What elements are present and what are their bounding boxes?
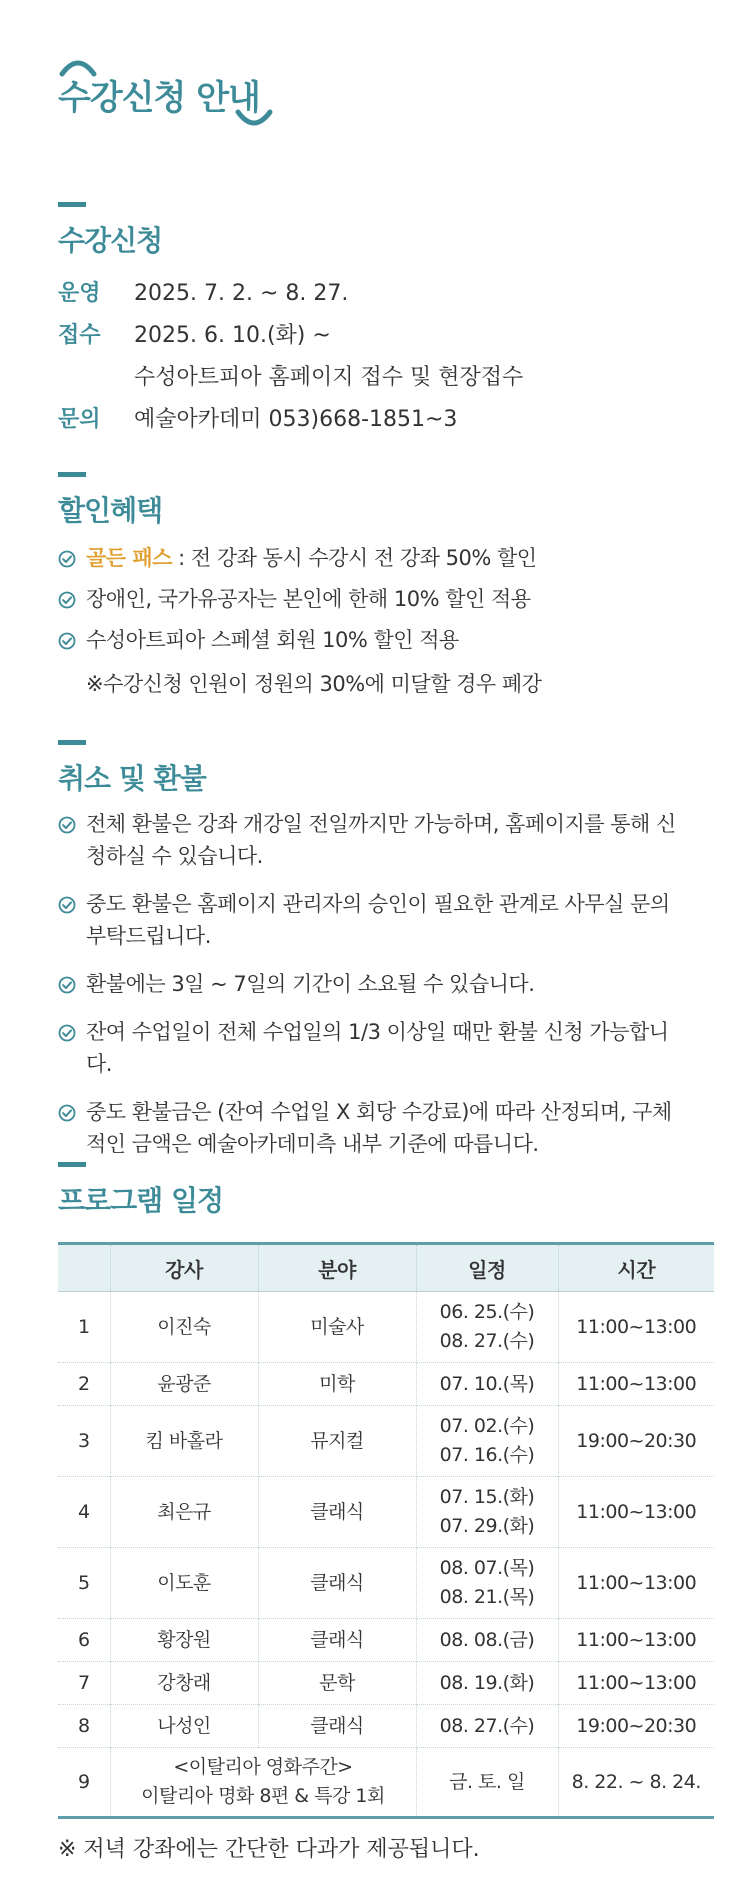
discount-item-text: 장애인, 국가유공자는 본인에 한해 10% 할인 적용 bbox=[86, 587, 531, 611]
schedule-table bbox=[58, 1242, 714, 1819]
discount-item bbox=[58, 583, 718, 615]
refund-item bbox=[58, 1096, 678, 1160]
column-header-field: 분야 bbox=[258, 1244, 416, 1292]
column-header-number bbox=[58, 1244, 110, 1292]
cell-number: 1 bbox=[58, 1292, 110, 1363]
section-bar bbox=[58, 740, 86, 745]
page-title bbox=[58, 52, 278, 132]
section-bar bbox=[58, 472, 86, 477]
cell-time: 8. 22. ~ 8. 24. bbox=[558, 1748, 714, 1818]
golden-pass-label: 골든 패스 bbox=[86, 546, 172, 570]
cell-time: 11:00~13:00 bbox=[558, 1619, 714, 1662]
check-circle-icon bbox=[58, 591, 76, 609]
table-row bbox=[58, 1748, 714, 1818]
cell-date: 07. 10.(목) bbox=[416, 1363, 558, 1406]
cell-date: 08. 07.(목) 08. 21.(목) bbox=[416, 1548, 558, 1619]
cell-date: 06. 25.(수) 08. 27.(수) bbox=[416, 1292, 558, 1363]
cell-time: 11:00~13:00 bbox=[558, 1548, 714, 1619]
cell-time: 11:00~13:00 bbox=[558, 1662, 714, 1705]
cell-date: 금. 토. 일 bbox=[416, 1748, 558, 1818]
section-bar bbox=[58, 202, 86, 207]
reception-label: 접수 bbox=[58, 323, 101, 348]
cell-field: 클래식 bbox=[258, 1619, 416, 1662]
cell-number: 9 bbox=[58, 1748, 110, 1818]
cell-number: 2 bbox=[58, 1363, 110, 1406]
cell-number: 3 bbox=[58, 1406, 110, 1477]
refund-section-header bbox=[58, 740, 206, 797]
cell-field: 클래식 bbox=[258, 1548, 416, 1619]
operation-label: 운영 bbox=[58, 281, 101, 306]
discount-heading: 할인혜택 bbox=[58, 494, 163, 527]
discount-section-header bbox=[58, 472, 162, 529]
table-row bbox=[58, 1705, 714, 1748]
cell-instructor: 이도훈 bbox=[110, 1548, 258, 1619]
column-header-time: 시간 bbox=[558, 1244, 714, 1292]
cell-time: 11:00~13:00 bbox=[558, 1363, 714, 1406]
check-circle-icon bbox=[58, 632, 76, 650]
check-circle-icon bbox=[58, 816, 76, 834]
registration-section-header bbox=[58, 202, 162, 259]
cancellation-note: ※수강신청 인원이 정원의 30%에 미달할 경우 폐강 bbox=[86, 672, 542, 696]
operation-row bbox=[58, 276, 348, 307]
cell-field: 미학 bbox=[258, 1363, 416, 1406]
refund-item bbox=[58, 808, 678, 872]
cell-time: 19:00~20:30 bbox=[558, 1705, 714, 1748]
cell-field: 문학 bbox=[258, 1662, 416, 1705]
schedule-section-header bbox=[58, 1162, 223, 1219]
cell-date: 07. 02.(수) 07. 16.(수) bbox=[416, 1406, 558, 1477]
cell-date: 08. 19.(화) bbox=[416, 1662, 558, 1705]
cell-instructor: 킴 바홀라 bbox=[110, 1406, 258, 1477]
cell-field: 클래식 bbox=[258, 1477, 416, 1548]
cell-instructor: 윤광준 bbox=[110, 1363, 258, 1406]
refund-list bbox=[58, 808, 678, 1160]
inquiry-label: 문의 bbox=[58, 407, 101, 432]
table-row bbox=[58, 1406, 714, 1477]
cell-time: 19:00~20:30 bbox=[558, 1406, 714, 1477]
operation-value: 2025. 7. 2. ~ 8. 27. bbox=[134, 281, 349, 306]
cell-date: 08. 08.(금) bbox=[416, 1619, 558, 1662]
table-row bbox=[58, 1548, 714, 1619]
cell-instructor: 최은규 bbox=[110, 1477, 258, 1548]
check-circle-icon bbox=[58, 976, 76, 994]
cell-field: 미술사 bbox=[258, 1292, 416, 1363]
cell-date: 08. 27.(수) bbox=[416, 1705, 558, 1748]
refund-item-text: 환불에는 3일 ~ 7일의 기간이 소요될 수 있습니다. bbox=[86, 972, 535, 996]
inquiry-value: 예술아카데미 053)668-1851~3 bbox=[134, 407, 458, 432]
page-title-text: 수강신청 안내 bbox=[58, 78, 260, 118]
table-row bbox=[58, 1363, 714, 1406]
cell-number: 8 bbox=[58, 1705, 110, 1748]
cell-field: 클래식 bbox=[258, 1705, 416, 1748]
discount-list bbox=[58, 542, 718, 656]
refund-item-text: 전체 환불은 강좌 개강일 전일까지만 가능하며, 홈페이지를 통해 신청하실 수 있습니다. bbox=[86, 812, 676, 868]
refund-item-text: 잔여 수업일이 전체 수업일의 1/3 이상일 때만 환불 신청 가능합니다. bbox=[86, 1020, 669, 1076]
refund-item bbox=[58, 1016, 678, 1080]
inquiry-row bbox=[58, 402, 457, 433]
column-header-instructor: 강사 bbox=[110, 1244, 258, 1292]
golden-pass-text: : 전 강좌 동시 수강시 전 강좌 50% 할인 bbox=[171, 546, 537, 570]
table-row bbox=[58, 1619, 714, 1662]
refund-heading: 취소 및 환불 bbox=[58, 762, 206, 795]
cell-instructor-field-merged: <이탈리아 영화주간> 이탈리아 명화 8편 & 특강 1회 bbox=[110, 1748, 416, 1818]
cell-instructor: 황장원 bbox=[110, 1619, 258, 1662]
check-circle-icon bbox=[58, 550, 76, 568]
reception-value: 2025. 6. 10.(화) ~ bbox=[134, 323, 331, 348]
cell-number: 5 bbox=[58, 1548, 110, 1619]
refund-item bbox=[58, 888, 678, 952]
title-arc-bottom-decoration bbox=[234, 106, 274, 134]
cell-number: 4 bbox=[58, 1477, 110, 1548]
cell-field: 뮤지컬 bbox=[258, 1406, 416, 1477]
section-bar bbox=[58, 1162, 86, 1167]
cell-instructor: 이진숙 bbox=[110, 1292, 258, 1363]
table-row bbox=[58, 1662, 714, 1705]
table-row bbox=[58, 1477, 714, 1548]
discount-item-text: 수성아트피아 스페셜 회원 10% 할인 적용 bbox=[86, 628, 459, 652]
table-row bbox=[58, 1292, 714, 1363]
reception-method-value: 수성아트피아 홈페이지 접수 및 현장접수 bbox=[134, 365, 524, 390]
refund-item-text: 중도 환불은 홈페이지 관리자의 승인이 필요한 관계로 사무실 문의 부탁드립니다. bbox=[86, 892, 670, 948]
table-header-row bbox=[58, 1244, 714, 1292]
column-header-date: 일정 bbox=[416, 1244, 558, 1292]
reception-row bbox=[58, 318, 331, 349]
cell-time: 11:00~13:00 bbox=[558, 1477, 714, 1548]
cell-time: 11:00~13:00 bbox=[558, 1292, 714, 1363]
schedule-heading: 프로그램 일정 bbox=[58, 1184, 224, 1217]
discount-item bbox=[58, 542, 718, 574]
check-circle-icon bbox=[58, 896, 76, 914]
cell-number: 7 bbox=[58, 1662, 110, 1705]
cell-number: 6 bbox=[58, 1619, 110, 1662]
cell-instructor: 나성인 bbox=[110, 1705, 258, 1748]
registration-heading: 수강신청 bbox=[58, 224, 163, 257]
footer-note: ※ 저녁 강좌에는 간단한 다과가 제공됩니다. bbox=[58, 1837, 480, 1862]
cell-instructor: 강창래 bbox=[110, 1662, 258, 1705]
check-circle-icon bbox=[58, 1104, 76, 1122]
cell-date: 07. 15.(화) 07. 29.(화) bbox=[416, 1477, 558, 1548]
refund-item bbox=[58, 968, 678, 1000]
check-circle-icon bbox=[58, 1024, 76, 1042]
discount-item bbox=[58, 624, 718, 656]
refund-item-text: 중도 환불금은 (잔여 수업일 X 회당 수강료)에 따라 산정되며, 구체적인 금액은 예술아카데미측 내부 기준에 따릅니다. bbox=[86, 1100, 672, 1156]
reception-method-row bbox=[58, 360, 523, 391]
